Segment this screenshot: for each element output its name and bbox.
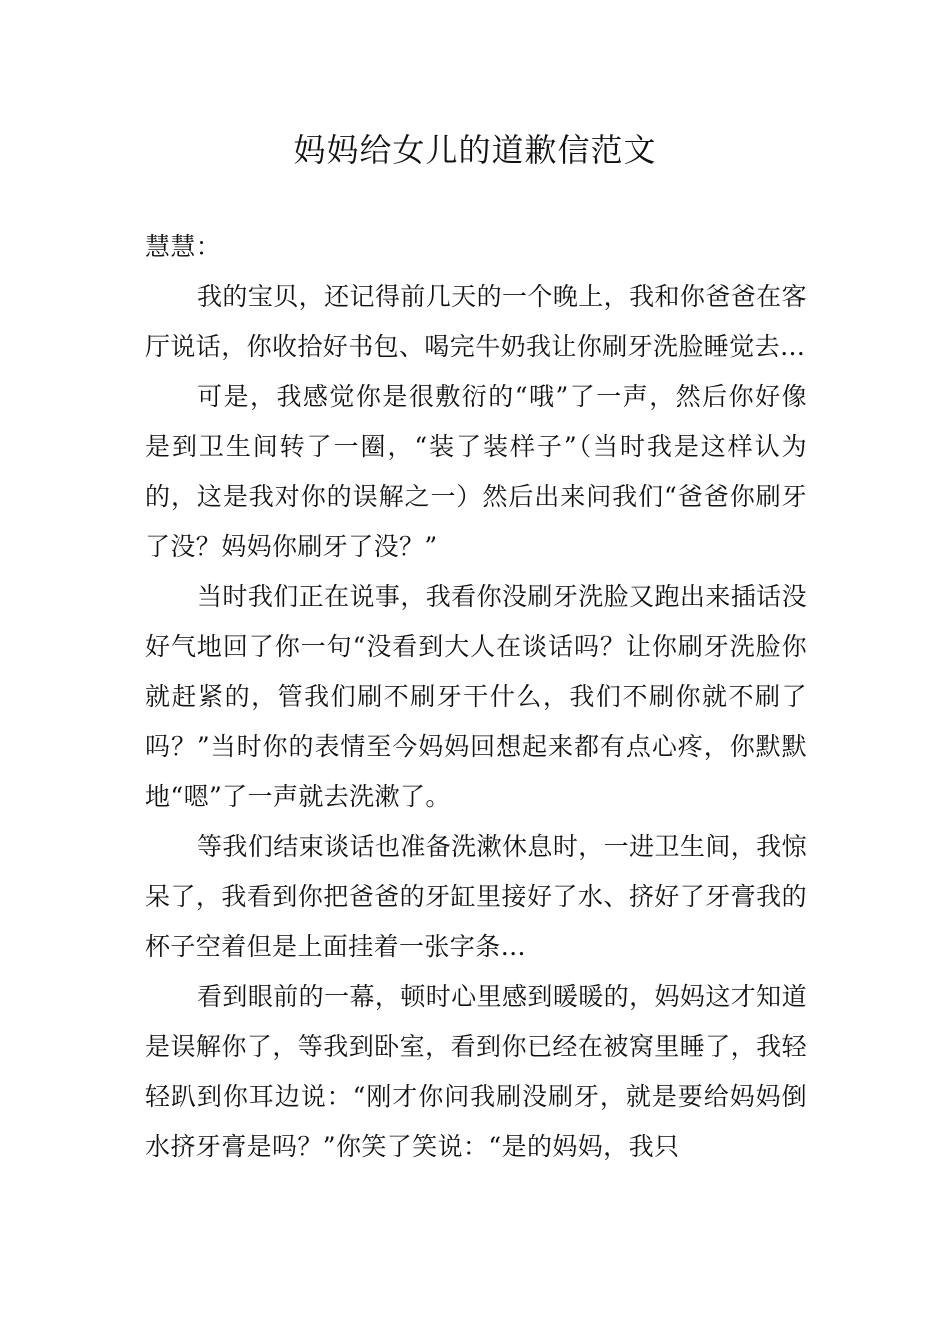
salutation: 慧慧：: [145, 232, 222, 261]
document-title: 妈妈给女儿的道歉信范文: [293, 131, 657, 169]
paragraph: 当时我们正在说事，我看你没刷牙洗脸又跑出来插话没好气地回了你一句“没看到大人在谈话吗？让你刷牙洗脸你就赶紧的，管我们刷不刷牙干什么，我们不刷你就不刷了吗？”当时你的表情至今妈妈回想起来都有点心疼，你默默地“嗯”了一声就去洗漱了。: [145, 582, 807, 811]
paragraph: 可是，我感觉你是很敷衍的“哦”了一声，然后你好像是到卫生间转了一圈，“装了装样子”（当时我是这样认为的，这是我对你的误解之一）然后出来问我们“爸爸你刷牙了没？妈妈你刷牙了没？”: [145, 382, 807, 561]
paragraph: 看到眼前的一幕，顿时心里感到暖暖的，妈妈这才知道是误解你了，等我到卧室，看到你已经在被窝里睡了，我轻轻趴到你耳边说：“刚才你问我刷没刷牙，就是要给妈妈倒水挤牙膏是吗？”你笑了笑说：“是的妈妈，我只: [145, 982, 807, 1161]
paragraph: 我的宝贝，还记得前几天的一个晚上，我和你爸爸在客厅说话，你收拾好书包、喝完牛奶我让你刷牙洗脸睡觉去…: [145, 282, 807, 361]
letter-body: [145, 222, 807, 1172]
paragraph: 等我们结束谈话也准备洗漱休息时，一进卫生间，我惊呆了，我看到你把爸爸的牙缸里接好了水、挤好了牙膏我的杯子空着但是上面挂着一张字条…: [145, 832, 807, 961]
